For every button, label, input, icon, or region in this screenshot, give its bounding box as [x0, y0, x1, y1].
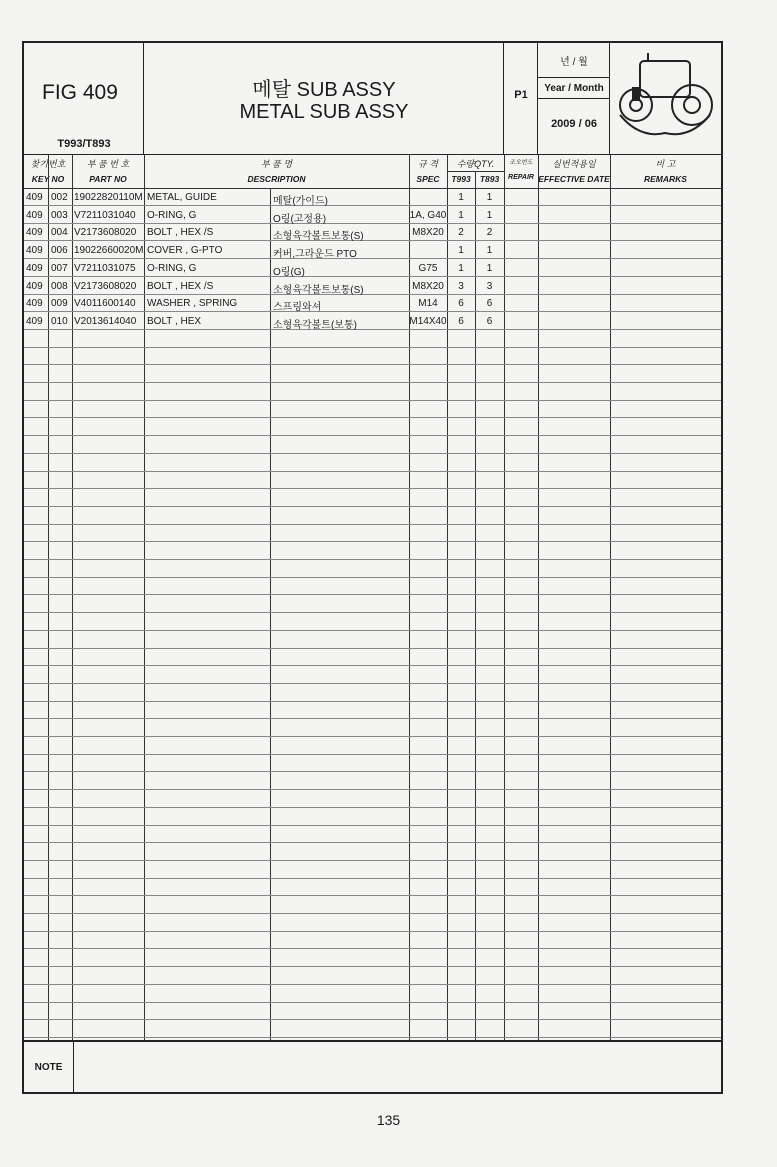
fig-box — [24, 43, 144, 154]
description-en-cell: BOLT , HEX — [147, 315, 202, 327]
description-kr-cell: 메탈(가이드) — [273, 196, 328, 207]
ruling-line — [24, 435, 721, 436]
description-en-cell: O-RING, G — [147, 262, 197, 274]
title-korean: 메탈 SUB ASSY — [252, 79, 396, 101]
part-no-cell: V2173608020 — [74, 227, 137, 239]
description-en-cell: O-RING, G — [147, 209, 197, 221]
key-fig-cell: 409 — [26, 280, 43, 292]
note-section — [24, 1040, 721, 1094]
page-label: P1 — [514, 89, 528, 101]
description-en-cell: METAL, GUIDE — [147, 192, 217, 203]
description-en-cell: WASHER , SPRING — [147, 298, 238, 310]
ruling-line — [24, 966, 721, 967]
ruling-line — [24, 630, 721, 631]
part-no-cell: V2173608020 — [74, 280, 137, 292]
year-month-english: Year / Month — [544, 83, 604, 94]
spec-cell: M14X40 — [409, 315, 447, 327]
divider — [538, 98, 610, 99]
part-no-cell: 19022820110M — [74, 192, 143, 203]
year-month-box — [538, 43, 610, 154]
col-repair-en: REPAIR — [508, 174, 534, 181]
ruling-line — [24, 665, 721, 666]
ruling-line — [24, 895, 721, 896]
col-qty-t893: T893 — [479, 174, 500, 184]
qty-t893-cell: 3 — [486, 280, 493, 292]
title-box — [144, 43, 504, 154]
ruling-line — [24, 1019, 721, 1020]
description-kr-cell: 소형육각볼트보통(S) — [273, 284, 364, 296]
key-fig-cell: 409 — [26, 315, 43, 327]
key-fig-cell: 409 — [26, 192, 43, 203]
qty-t893-cell: 1 — [486, 192, 493, 203]
col-rem-en: REMARKS — [644, 174, 687, 184]
key-fig-cell: 409 — [26, 227, 43, 239]
col-desc-kr: 부 품 명 — [260, 159, 293, 169]
table-row — [24, 224, 721, 241]
tractor-icon — [610, 43, 721, 154]
col-qty-t993: T993 — [451, 174, 471, 184]
col-spec-en: SPEC — [416, 174, 440, 184]
description-kr-cell: O링(G) — [273, 266, 305, 278]
ruling-line — [24, 648, 721, 649]
note-label: NOTE — [24, 1042, 74, 1094]
ruling-line — [24, 612, 721, 613]
description-kr-cell: O링(고정용) — [273, 213, 327, 225]
key-fig-cell: 409 — [26, 245, 43, 257]
description-kr-cell: 소형육각볼트(보통) — [273, 319, 357, 331]
table-row — [24, 242, 721, 259]
ruling-line — [24, 860, 721, 861]
key-fig-cell: 409 — [26, 262, 43, 274]
ruling-line — [24, 825, 721, 826]
qty-t893-cell: 6 — [486, 315, 493, 327]
divider — [538, 77, 610, 78]
qty-t993-cell: 2 — [458, 227, 464, 239]
col-eff-kr: 실번적용일 — [552, 159, 596, 169]
spec-cell: G75 — [418, 262, 438, 274]
issue-date: 2009 / 06 — [551, 118, 597, 130]
year-month-korean: 년 / 월 — [560, 57, 588, 68]
table-row — [24, 313, 721, 330]
ruling-line — [24, 364, 721, 365]
sheet-header — [24, 43, 721, 155]
ruling-line — [24, 453, 721, 454]
ruling-line — [24, 913, 721, 914]
ruling-line — [24, 400, 721, 401]
ruling-line — [24, 1002, 721, 1003]
key-fig-cell: 409 — [26, 298, 43, 310]
table-row — [24, 207, 721, 224]
qty-t893-cell: 1 — [486, 209, 493, 221]
key-no-cell: 003 — [51, 209, 68, 221]
table-row — [24, 278, 721, 295]
col-part-en: PART NO — [89, 174, 127, 184]
model-label: T993/T893 — [57, 138, 111, 150]
qty-t993-cell: 1 — [458, 209, 464, 221]
spec-cell: M14 — [418, 298, 438, 310]
ruling-line — [24, 683, 721, 684]
ruling-line — [24, 471, 721, 472]
column-header — [24, 154, 721, 189]
qty-t993-cell: 6 — [458, 298, 464, 310]
spec-cell: M8X20 — [412, 227, 444, 239]
parts-sheet — [22, 41, 723, 1094]
description-en-cell: BOLT , HEX /S — [147, 227, 214, 239]
qty-t993-cell: 1 — [458, 262, 464, 274]
ruling-line — [24, 771, 721, 772]
ruling-line — [24, 506, 721, 507]
ruling-line — [24, 789, 721, 790]
col-key-kr: 찾기번호 — [30, 159, 66, 169]
tractor-illustration — [610, 43, 721, 154]
qty-t993-cell: 6 — [458, 315, 464, 327]
qty-t893-cell: 1 — [486, 262, 493, 274]
col-repair-kr: 조오번도 — [509, 160, 533, 166]
ruling-line — [24, 382, 721, 383]
ruling-line — [24, 736, 721, 737]
ruling-line — [24, 754, 721, 755]
ruling-line — [24, 984, 721, 985]
page-box — [504, 43, 538, 154]
col-qty-kr: 수량QTY. — [456, 159, 495, 169]
part-no-cell: V2013614040 — [74, 315, 137, 327]
table-row — [24, 260, 721, 277]
ruling-line — [24, 488, 721, 489]
col-spec-kr: 규 격 — [418, 159, 438, 169]
spec-cell: 1A, G40 — [409, 209, 447, 221]
description-kr-cell: 소형육각볼트보통(S) — [273, 231, 364, 243]
col-key-en: KEY NO — [31, 174, 65, 184]
col-desc-en: DESCRIPTION — [247, 174, 306, 184]
ruling-line — [24, 948, 721, 949]
ruling-line — [24, 807, 721, 808]
col-part-kr: 부 품 번 호 — [86, 159, 130, 169]
key-no-cell: 008 — [51, 280, 68, 292]
key-fig-cell: 409 — [26, 209, 43, 221]
ruling-line — [24, 718, 721, 719]
fig-number: FIG 409 — [42, 81, 118, 104]
page-number: 135 — [376, 1112, 401, 1128]
qty-t993-cell: 1 — [458, 192, 464, 203]
key-no-cell: 006 — [51, 245, 68, 257]
description-kr-cell: 커버,그라운드 PTO — [273, 249, 357, 261]
key-no-cell: 002 — [51, 192, 68, 203]
table-row — [24, 189, 721, 206]
spec-cell: M8X20 — [412, 280, 444, 292]
ruling-line — [24, 559, 721, 560]
ruling-line — [24, 524, 721, 525]
ruling-line — [24, 577, 721, 578]
description-en-cell: BOLT , HEX /S — [147, 280, 214, 292]
col-rem-kr: 비 고 — [655, 159, 676, 169]
part-no-cell: V4011600140 — [74, 298, 136, 310]
ruling-line — [24, 347, 721, 348]
ruling-line — [24, 541, 721, 542]
key-no-cell: 004 — [51, 227, 68, 239]
part-no-cell: V7211031075 — [74, 262, 136, 274]
key-no-cell: 007 — [51, 262, 68, 274]
ruling-line — [24, 1037, 721, 1038]
qty-t893-cell: 6 — [486, 298, 493, 310]
col-eff-en: EFFECTIVE DATE — [538, 174, 610, 184]
ruling-line — [24, 842, 721, 843]
key-no-cell: 010 — [51, 315, 68, 327]
ruling-line — [24, 417, 721, 418]
ruling-line — [24, 931, 721, 932]
table-row — [24, 295, 721, 312]
part-no-cell: V7211031040 — [74, 209, 136, 221]
ruling-line — [24, 594, 721, 595]
ruling-line — [24, 701, 721, 702]
qty-t993-cell: 3 — [458, 280, 464, 292]
ruling-line — [24, 878, 721, 879]
description-kr-cell: 스프링와셔 — [273, 302, 322, 314]
title-english: METAL SUB ASSY — [239, 101, 409, 123]
qty-t893-cell: 1 — [486, 245, 493, 257]
description-en-cell: COVER , G-PTO — [147, 245, 223, 257]
part-no-cell: 19022660020M — [74, 245, 144, 257]
qty-t893-cell: 2 — [486, 227, 493, 239]
qty-t993-cell: 1 — [458, 245, 464, 257]
key-no-cell: 009 — [51, 298, 68, 310]
